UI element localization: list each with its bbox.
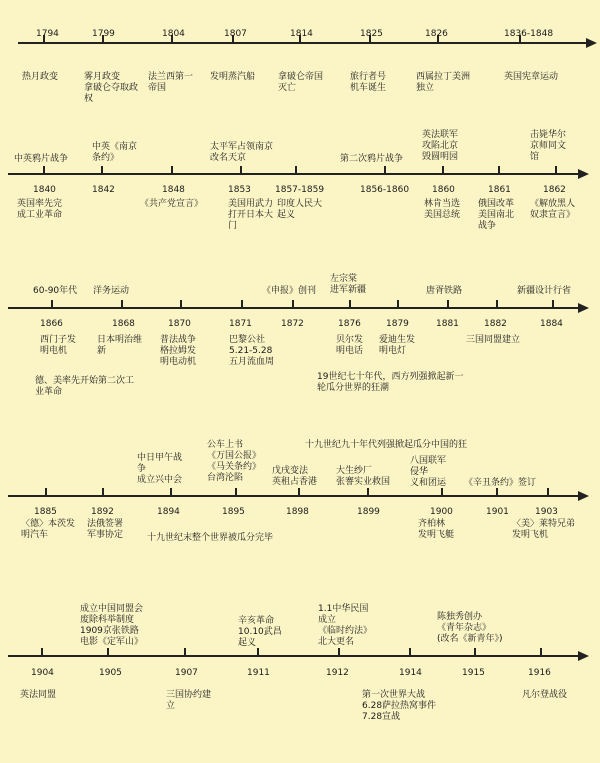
event-label: 《解放黑人 奴隶宣言》 xyxy=(530,199,576,220)
event-label: 雾月政变 拿破仑夺取政 权 xyxy=(84,72,139,104)
year-tick xyxy=(555,166,557,174)
year-label: 1866 xyxy=(40,319,63,329)
event-label: 中日甲午战 争 成立兴中会 xyxy=(137,453,183,485)
year-label: 1862 xyxy=(543,185,566,195)
year-label: 1848 xyxy=(162,185,185,195)
event-label: 60-90年代 xyxy=(33,286,78,296)
arrow-head-icon xyxy=(578,169,589,179)
arrow-head-icon xyxy=(578,491,589,501)
event-label: 1.1中华民国 成立 《临时约法》 北大更名 xyxy=(318,604,373,647)
event-label: 三国同盟建立 xyxy=(466,335,521,345)
year-label: 1900 xyxy=(430,507,453,517)
year-tick xyxy=(349,300,351,308)
year-label: 1860 xyxy=(432,185,455,195)
event-label: 法俄签署 军事协定 xyxy=(87,519,124,540)
year-tick xyxy=(102,488,104,496)
event-label: 齐柏林 发明飞艇 xyxy=(418,519,455,540)
year-tick xyxy=(295,166,297,174)
year-tick xyxy=(496,300,498,308)
year-label: 1814 xyxy=(290,29,313,39)
event-label: 《申报》创刊 xyxy=(262,286,317,296)
event-label: 英法联军 攻陷北京 毁圆明园 xyxy=(422,130,459,162)
year-label: 1807 xyxy=(224,29,247,39)
year-label: 1901 xyxy=(486,507,509,517)
year-label: 1826 xyxy=(425,29,448,39)
event-label: 热月政变 xyxy=(22,72,59,82)
event-label: 西属拉丁美洲 独立 xyxy=(416,72,471,93)
timeline-axis-5 xyxy=(8,655,578,657)
year-tick xyxy=(292,300,294,308)
event-label: 左宗棠 进军新疆 xyxy=(330,274,367,295)
year-label: 1911 xyxy=(247,668,270,678)
year-tick xyxy=(121,300,123,308)
year-label: 1879 xyxy=(386,319,409,329)
year-tick xyxy=(171,166,173,174)
year-label: 1881 xyxy=(436,319,459,329)
event-label: 陈独秀创办 《青年杂志》 (改名《新青年》) xyxy=(437,612,503,644)
year-label: 1892 xyxy=(91,507,114,517)
event-label: 洋务运动 xyxy=(93,286,130,296)
timeline-axis-2 xyxy=(8,173,578,175)
event-label: 爱迪生发 明电灯 xyxy=(379,335,416,356)
year-tick xyxy=(241,300,243,308)
year-label: 1868 xyxy=(112,319,135,329)
year-tick xyxy=(235,488,237,496)
event-label: 印度人民大 起义 xyxy=(277,199,323,220)
year-label: 1840 xyxy=(33,185,56,195)
year-label: 1914 xyxy=(399,668,422,678)
year-label: 1842 xyxy=(92,185,115,195)
year-tick xyxy=(338,648,340,656)
event-label: 英国率先完 成工业革命 xyxy=(17,199,63,220)
year-tick xyxy=(257,648,259,656)
event-label: 〈美〉莱特兄弟 发明飞机 xyxy=(512,519,576,540)
event-label: 击毙华尔 京师同文 馆 xyxy=(530,130,567,162)
arrow-head-icon xyxy=(586,38,597,48)
year-label: 1895 xyxy=(222,507,245,517)
year-tick xyxy=(397,300,399,308)
year-tick xyxy=(498,166,500,174)
year-label: 1905 xyxy=(99,668,122,678)
event-label: 《辛丑条约》签订 xyxy=(464,478,537,488)
year-label: 1885 xyxy=(34,507,57,517)
year-label: 1894 xyxy=(157,507,180,517)
event-label: 19世纪七十年代，西方列强掀起新一 轮瓜分世界的狂潮 xyxy=(317,372,464,393)
arrow-head-icon xyxy=(578,651,589,661)
year-tick xyxy=(240,166,242,174)
event-label: 德、美率先开始第二次工 业革命 xyxy=(35,376,135,397)
year-label: 1799 xyxy=(92,29,115,39)
event-label: 林肯当选 美国总统 xyxy=(424,199,461,220)
event-label: 普法战争 格拉姆发 明电动机 xyxy=(160,335,197,367)
event-label: 法兰西第一 帝国 xyxy=(148,72,194,93)
year-label: 1882 xyxy=(484,319,507,329)
year-tick xyxy=(43,166,45,174)
year-label: 1876 xyxy=(338,319,361,329)
year-tick xyxy=(101,166,103,174)
event-label: 十九世纪末整个世界被瓜分完毕 xyxy=(147,533,274,543)
year-label: 1903 xyxy=(535,507,558,517)
year-label: 1871 xyxy=(229,319,252,329)
year-label: 1916 xyxy=(528,668,551,678)
year-tick xyxy=(51,300,53,308)
year-tick xyxy=(552,300,554,308)
year-label: 1899 xyxy=(357,507,380,517)
year-tick xyxy=(474,648,476,656)
event-label: 贝尔发 明电话 xyxy=(336,335,364,356)
timeline-axis-4 xyxy=(8,495,578,497)
event-label: 中英《南京 条约》 xyxy=(92,142,138,163)
year-tick xyxy=(180,300,182,308)
event-label: 十九世纪九十年代列强掀起瓜分中国的狂 xyxy=(305,440,468,450)
year-label: 1915 xyxy=(462,668,485,678)
year-tick xyxy=(540,648,542,656)
year-tick xyxy=(170,488,172,496)
year-label: 1907 xyxy=(175,668,198,678)
year-tick xyxy=(107,648,109,656)
year-label: 1836-1848 xyxy=(504,29,554,39)
event-label: 西门子发 明电机 xyxy=(40,335,77,356)
event-label: 英法同盟 xyxy=(20,690,57,700)
event-label: 凡尔登战役 xyxy=(522,690,568,700)
event-label: 〈德〉本茨发 明汽车 xyxy=(21,519,76,540)
event-label: 辛亥革命 10.10武昌 起义 xyxy=(238,616,282,648)
year-tick xyxy=(447,300,449,308)
year-label: 1861 xyxy=(488,185,511,195)
event-label: 八国联军 侵华 义和团运 xyxy=(410,456,447,488)
event-label: 三国协约建 立 xyxy=(166,690,212,711)
year-label: 1884 xyxy=(540,319,563,329)
event-label: 旅行者号 机车诞生 xyxy=(350,72,387,93)
event-label: 英国宪章运动 xyxy=(504,72,559,82)
year-tick xyxy=(547,488,549,496)
year-label: 1853 xyxy=(228,185,251,195)
event-label: 大生纱厂 张謇实业救国 xyxy=(336,466,391,487)
year-label: 1912 xyxy=(326,668,349,678)
event-label: 《共产党宣言》 xyxy=(140,199,204,209)
event-label: 戊戌变法 英租占香港 xyxy=(272,466,318,487)
year-label: 1857-1859 xyxy=(275,185,325,195)
event-label: 拿破仑帝国 灭亡 xyxy=(278,72,324,93)
event-label: 新疆设计行省 xyxy=(517,286,572,296)
event-label: 美国用武力 打开日本大 门 xyxy=(228,199,274,231)
year-tick xyxy=(184,648,186,656)
event-label: 太平军占领南京 改名天京 xyxy=(210,142,274,163)
year-label: 1804 xyxy=(162,29,185,39)
event-label: 巴黎公社 5.21-5.28 五月流血周 xyxy=(229,335,275,367)
year-tick xyxy=(41,648,43,656)
year-tick xyxy=(45,488,47,496)
year-tick xyxy=(441,488,443,496)
year-tick xyxy=(384,166,386,174)
event-label: 第一次世界大战 6.28萨拉热窝事件 7.28宣战 xyxy=(362,690,437,722)
year-tick xyxy=(298,488,300,496)
year-tick xyxy=(367,488,369,496)
event-label: 俄国改革 美国南北 战争 xyxy=(478,199,515,231)
event-label: 中英鸦片战争 xyxy=(14,154,69,164)
year-label: 1794 xyxy=(36,29,59,39)
year-label: 1872 xyxy=(281,319,304,329)
year-tick xyxy=(496,488,498,496)
year-tick xyxy=(442,166,444,174)
event-label: 公车上书 《万国公报》 《马关条约》 台湾沦陷 xyxy=(207,440,262,483)
year-label: 1856-1860 xyxy=(360,185,410,195)
year-label: 1898 xyxy=(286,507,309,517)
event-label: 第二次鸦片战争 xyxy=(340,154,404,164)
event-label: 唐胥铁路 xyxy=(426,286,463,296)
year-label: 1904 xyxy=(31,668,54,678)
event-label: 成立中国同盟会 废除科举制度 1909京张铁路 电影《定军山》 xyxy=(80,604,144,647)
arrow-head-icon xyxy=(578,303,589,313)
event-label: 日本明治维 新 xyxy=(97,335,143,356)
year-tick xyxy=(409,648,411,656)
year-label: 1825 xyxy=(360,29,383,39)
event-label: 发明蒸汽船 xyxy=(210,72,256,82)
year-label: 1870 xyxy=(168,319,191,329)
